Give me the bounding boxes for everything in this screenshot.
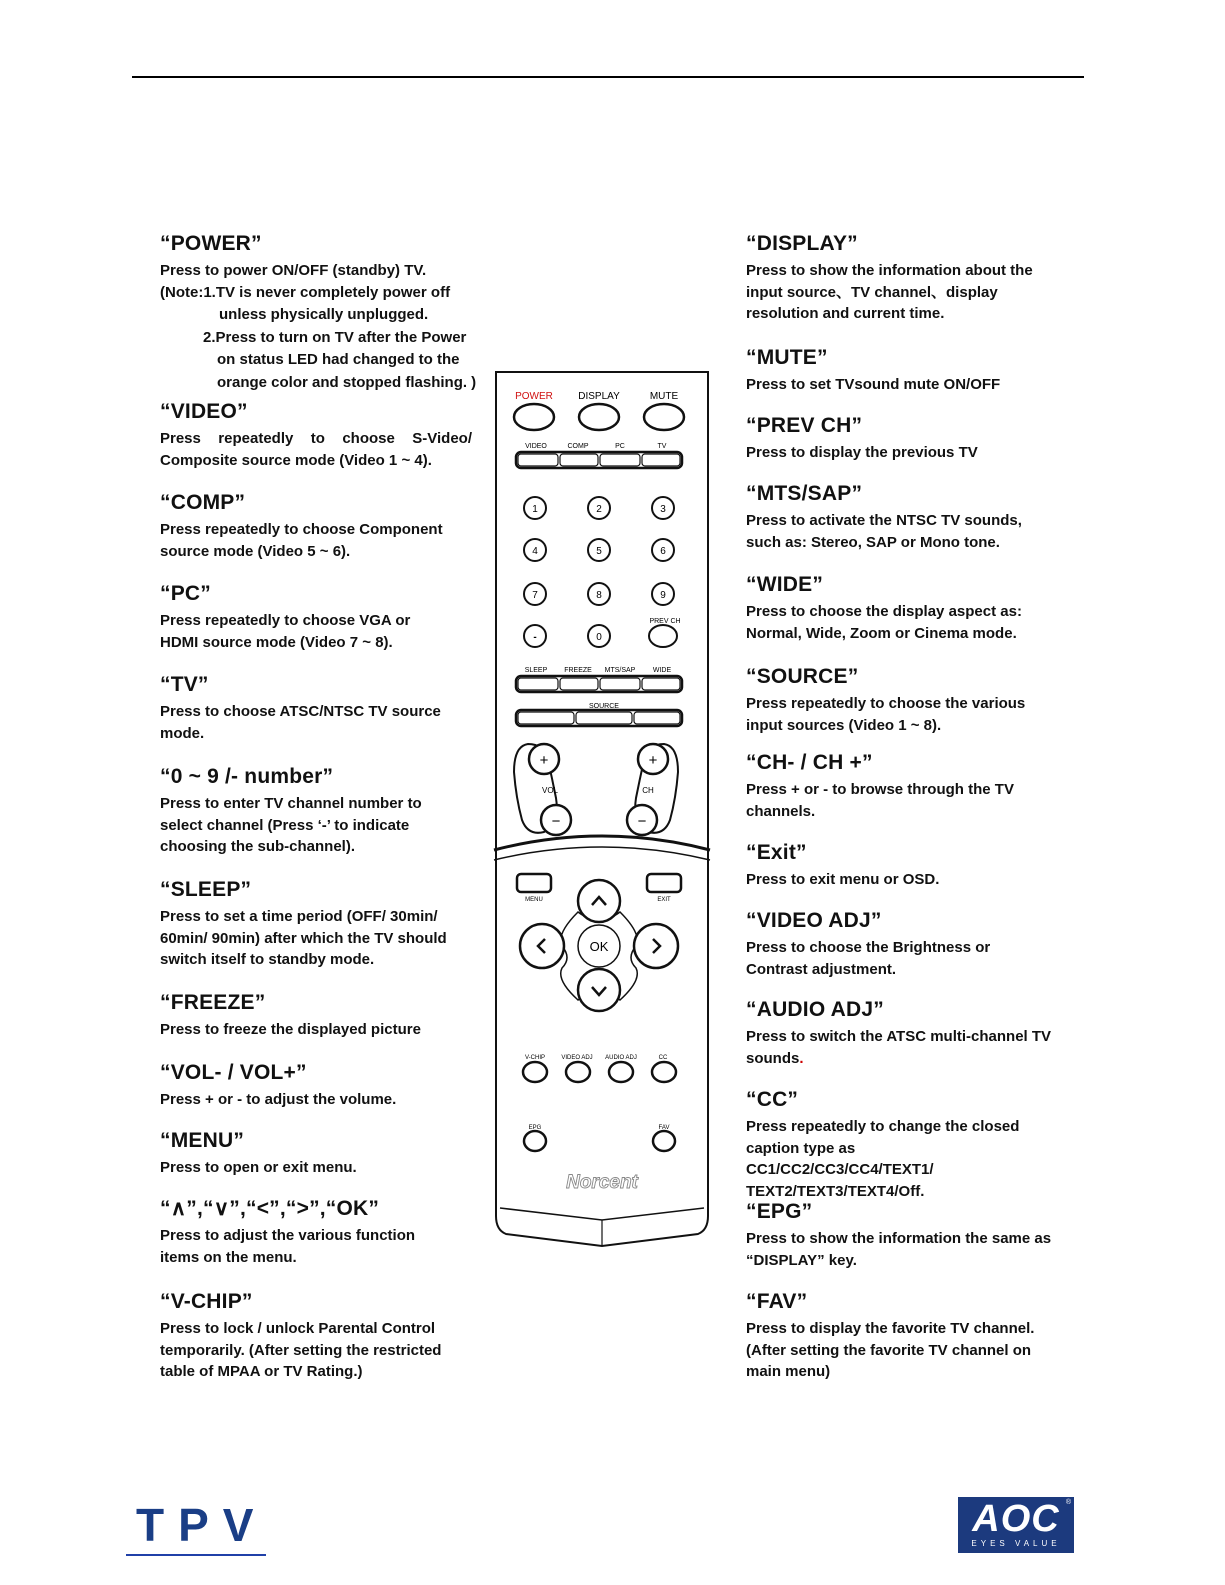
aoc-tagline: EYES VALUE: [971, 1539, 1061, 1548]
entry-title: “PC”: [160, 582, 211, 605]
entry-text: Press to choose the display aspect as: Normal, Wide, Zoom or Cinema mode.: [746, 603, 1022, 642]
fav-button[interactable]: [653, 1131, 675, 1151]
digit-2-label: 2: [596, 504, 602, 515]
entry-title: “PREV CH”: [746, 414, 863, 437]
ch-minus-label: −: [637, 813, 647, 830]
tv-label: TV: [657, 443, 667, 450]
entry-text: Press to open or exit menu.: [160, 1159, 357, 1176]
entry-text: Press repeatedly to choose the various input sources (Video 1 ~ 8).: [746, 695, 1026, 734]
note-line: (Note:1.TV is never completely power off: [160, 283, 451, 301]
exit-button[interactable]: [647, 874, 681, 892]
entry-text: Press to enter TV channel number to select channel (Press ‘-’ to indicate choosing the sub-channel).: [160, 795, 422, 855]
mute-button[interactable]: [644, 404, 684, 430]
power-label: POWER: [515, 391, 553, 402]
digit-0-label: 0: [596, 632, 602, 643]
power-button[interactable]: [514, 404, 554, 430]
note-line: on status LED had changed to the: [217, 351, 460, 368]
digit-9-label: 9: [660, 590, 666, 601]
entry-text: Press + or - to browse through the TV channels.: [746, 781, 1014, 820]
entry-ch: [746, 751, 1046, 822]
entry-title: “VIDEO ADJ”: [746, 909, 882, 932]
entry-title: “COMP”: [160, 491, 246, 514]
entry-text: Press to show the information the same as “DISPLAY” key.: [746, 1230, 1052, 1269]
sleep-button[interactable]: [518, 678, 558, 690]
entry-text-suffix: .: [799, 1049, 804, 1067]
mtssap-button[interactable]: [600, 678, 640, 690]
entry-title: “MUTE”: [746, 346, 828, 369]
entry-text: Press + or - to adjust the volume.: [160, 1091, 397, 1108]
digit-4-label: 4: [532, 546, 538, 557]
entry-text: Press to activate the NTSC TV sounds, such as: Stereo, SAP or Mono tone.: [746, 512, 1022, 551]
remote-illustration: [486, 368, 718, 1254]
audioadj-label: AUDIO ADJ: [605, 1055, 637, 1061]
power-note: [160, 282, 495, 395]
cc-button[interactable]: [652, 1062, 676, 1082]
entry-video: [160, 400, 472, 471]
entry-title: “∧”,“∨”,“<”,“>”,“OK”: [160, 1197, 380, 1220]
note-line: orange color and stopped flashing. ): [217, 373, 477, 391]
entry-audioadj: [746, 998, 1056, 1069]
epg-button[interactable]: [524, 1131, 546, 1151]
tpv-logo-text: TPV: [136, 1499, 268, 1551]
entry-text: Press to freeze the displayed picture: [160, 1021, 421, 1038]
exit-label: EXIT: [657, 897, 671, 903]
entry-text: Press to display the favorite TV channel. (After setting the favorite TV channel on main menu): [746, 1320, 1035, 1380]
entry-fav: [746, 1290, 1066, 1383]
entry-text: Press to switch the ATSC multi-channel TV sounds: [746, 1028, 1052, 1067]
entry-title: “VOL- / VOL+”: [160, 1061, 307, 1084]
prevch-button[interactable]: [649, 625, 677, 647]
ch-label: CH: [642, 786, 654, 795]
entry-text: Press to set a time period (OFF/ 30min/ 60min/ 90min) after which the TV should switch itself to standby mode.: [160, 908, 447, 968]
comp-label: COMP: [567, 443, 589, 450]
wide-label: WIDE: [652, 667, 672, 674]
entry-title: “CC”: [746, 1088, 799, 1111]
entry-menu: [160, 1129, 490, 1179]
vchip-button[interactable]: [523, 1062, 547, 1082]
brand-logo: Norcent: [566, 1172, 638, 1193]
entry-text: Press repeatedly to choose S-Video/ Composite source mode (Video 1 ~ 4).: [160, 430, 472, 469]
videoadj-label: VIDEO ADJ: [561, 1055, 593, 1061]
entry-title: “VIDEO”: [160, 400, 248, 423]
display-label: DISPLAY: [578, 391, 620, 402]
entry-title: “WIDE”: [746, 573, 824, 596]
entry-text: Press to adjust the various function items on the menu.: [160, 1227, 416, 1266]
entry-title: “FAV”: [746, 1290, 808, 1313]
entry-sleep: [160, 878, 478, 971]
menu-label: MENU: [525, 897, 543, 903]
entry-title: “MTS/SAP”: [746, 482, 863, 505]
freeze-button[interactable]: [560, 678, 598, 690]
videoadj-button[interactable]: [566, 1062, 590, 1082]
digit-8-label: 8: [596, 590, 602, 601]
tv-button[interactable]: [642, 454, 680, 466]
entry-title: “V-CHIP”: [160, 1290, 253, 1313]
entry-prevch: [746, 414, 1076, 464]
menu-button[interactable]: [517, 874, 551, 892]
aoc-logo-text: AOC: [972, 1498, 1060, 1540]
vol-plus-label: +: [539, 752, 549, 769]
entry-title: “CH- / CH +”: [746, 751, 873, 774]
digit-3-label: 3: [660, 504, 666, 515]
note-line: unless physically unplugged.: [219, 306, 429, 323]
digit-7-label: 7: [532, 590, 538, 601]
digit-6-label: 6: [660, 546, 666, 557]
entry-exit: [746, 841, 1076, 891]
entry-title: “FREEZE”: [160, 991, 266, 1014]
entry-text: Press to exit menu or OSD.: [746, 871, 940, 888]
prevch-label: PREV CH: [649, 618, 681, 625]
epg-label: EPG: [528, 1125, 542, 1131]
entry-text: Press to power ON/OFF (standby) TV.: [160, 262, 427, 279]
wide-button[interactable]: [642, 678, 680, 690]
mtssap-label: MTS/SAP: [604, 667, 636, 674]
entry-text: Press to choose the Brightness or Contrast adjustment.: [746, 939, 991, 978]
display-button[interactable]: [579, 404, 619, 430]
entry-text: Press to set TVsound mute ON/OFF: [746, 376, 1001, 393]
entry-text: Press repeatedly to change the closed caption type as: [746, 1118, 1020, 1157]
source-label: SOURCE: [589, 703, 619, 710]
entry-title: “EPG”: [746, 1200, 813, 1223]
source-button[interactable]: [576, 712, 632, 724]
entry-comp: [160, 491, 490, 562]
entry-vchip: [160, 1290, 472, 1383]
video-button[interactable]: [518, 454, 558, 466]
fav-label: FAV: [658, 1125, 670, 1131]
entry-freeze: [160, 991, 490, 1041]
pc-button[interactable]: [600, 454, 640, 466]
header-rule: [132, 76, 1084, 78]
entry-display: [746, 232, 1071, 325]
entry-text: Press to choose ATSC/NTSC TV source mode.: [160, 703, 441, 742]
entry-mtssap: [746, 482, 1056, 553]
digit-5-label: 5: [596, 546, 602, 557]
entry-title: “AUDIO ADJ”: [746, 998, 884, 1021]
entry-text: Press to lock / unlock Parental Control temporarily. (After setting the restricted table of MPAA or TV Rating.): [160, 1320, 442, 1380]
tpv-underline: [126, 1554, 266, 1556]
tpv-logo: [136, 1500, 268, 1558]
ch-plus-label: +: [648, 752, 658, 769]
entry-pc: [160, 582, 450, 653]
entry-cc: [746, 1088, 1046, 1202]
aoc-registered-mark: ®: [1065, 1499, 1071, 1506]
entry-title: “0 ~ 9 /- number”: [160, 765, 334, 788]
entry-text: Press repeatedly to choose VGA or HDMI source mode (Video 7 ~ 8).: [160, 612, 411, 651]
digit-1-label: 1: [532, 504, 538, 515]
entry-wide: [746, 573, 1056, 644]
entry-title: “Exit”: [746, 841, 807, 864]
pc-label: PC: [615, 443, 625, 450]
vchip-label: V-CHIP: [524, 1055, 546, 1061]
entry-number: [160, 765, 460, 858]
cc-label: CC: [658, 1055, 668, 1061]
entry-videoadj: [746, 909, 1026, 980]
freeze-label: FREEZE: [564, 667, 592, 674]
entry-vol: [160, 1061, 490, 1111]
remote-svg: [486, 368, 718, 1254]
note-line: 2.Press to turn on TV after the Power: [203, 328, 467, 346]
sleep-label: SLEEP: [524, 667, 548, 674]
entry-title: “DISPLAY”: [746, 232, 858, 255]
down-button[interactable]: [578, 969, 620, 1011]
entry-title: “POWER”: [160, 232, 262, 255]
entry-title: “MENU”: [160, 1129, 245, 1152]
entry-text: Press to display the previous TV: [746, 444, 978, 461]
entry-source: [746, 665, 1056, 736]
entry-mute: [746, 346, 1076, 396]
video-label: VIDEO: [525, 443, 547, 450]
entry-title: “TV”: [160, 673, 209, 696]
entry-text: Press repeatedly to choose Component source mode (Video 5 ~ 6).: [160, 521, 443, 560]
source-left-button[interactable]: [518, 712, 574, 724]
aoc-logo: [958, 1497, 1074, 1553]
entry-epg: [746, 1200, 1058, 1271]
up-button[interactable]: [578, 880, 620, 922]
comp-button[interactable]: [560, 454, 598, 466]
right-button[interactable]: [634, 924, 678, 968]
left-button[interactable]: [520, 924, 564, 968]
entry-title: “SLEEP”: [160, 878, 252, 901]
entry-nav: [160, 1197, 450, 1268]
entry-title: “SOURCE”: [746, 665, 859, 688]
mute-label: MUTE: [649, 391, 679, 402]
entry-tv: [160, 673, 480, 744]
source-right-button[interactable]: [634, 712, 680, 724]
audioadj-button[interactable]: [609, 1062, 633, 1082]
entry-text-line2: CC1/CC2/CC3/CC4/TEXT1/ TEXT2/TEXT3/TEXT4/Off.: [746, 1161, 934, 1200]
vol-minus-label: −: [551, 813, 561, 830]
entry-power: [160, 232, 495, 394]
entry-text: Press to show the information about the input source、TV channel、display resolution and current time.: [746, 262, 1033, 322]
vol-label: VOL: [541, 786, 559, 795]
ok-label: OK: [589, 939, 609, 954]
dash-label: -: [533, 632, 537, 643]
